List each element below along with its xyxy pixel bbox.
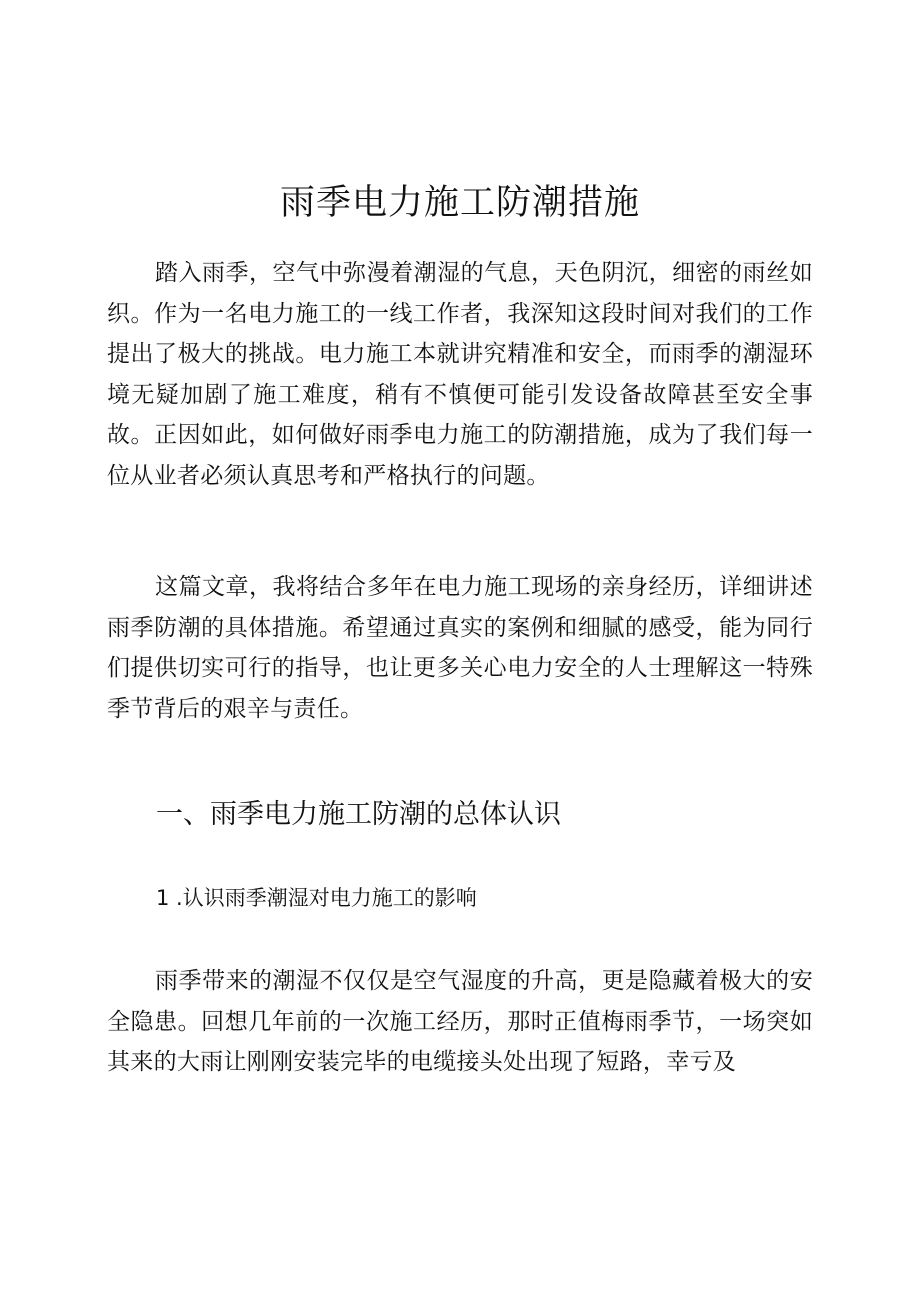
- intro-paragraph-1: 踏入雨季，空气中弥漫着潮湿的气息，天色阴沉，细密的雨丝如织。作为一名电力施工的一线工作者，我深知这段时间对我们的工作提出了极大的挑战。电力施工本就讲究精准和安全，而雨季的潮湿环境无疑加剧了施工难度，稍有不慎便可能引发设备故障甚至安全事故。正因如此，如何做好雨季电力施工的防潮措施，成为了我们每一位从业者必须认真思考和严格执行的问题。: [107, 260, 813, 489]
- section-paragraph: 雨季带来的潮湿不仅仅是空气湿度的升高，更是隐藏着极大的安全隐患。回想几年前的一次施工经历，那时正值梅雨季节，一场突如其来的大雨让刚刚安装完毕的电缆接头处出现了短路，幸亏及: [107, 968, 813, 1075]
- subsection-heading: 1 .认识雨季潮湿对电力施工的影响: [156, 886, 477, 910]
- document-title: 雨季电力施工防潮措施: [279, 183, 640, 223]
- section-heading: 一、雨季电力施工防潮的总体认识: [156, 799, 561, 830]
- intro-paragraph-2: 这篇文章，我将结合多年在电力施工现场的亲身经历，详细讲述雨季防潮的具体措施。希望通过真实的案例和细腻的感受，能为同行们提供切实可行的指导，也让更多关心电力安全的人士理解这一特殊季节背后的艰辛与责任。: [107, 574, 813, 722]
